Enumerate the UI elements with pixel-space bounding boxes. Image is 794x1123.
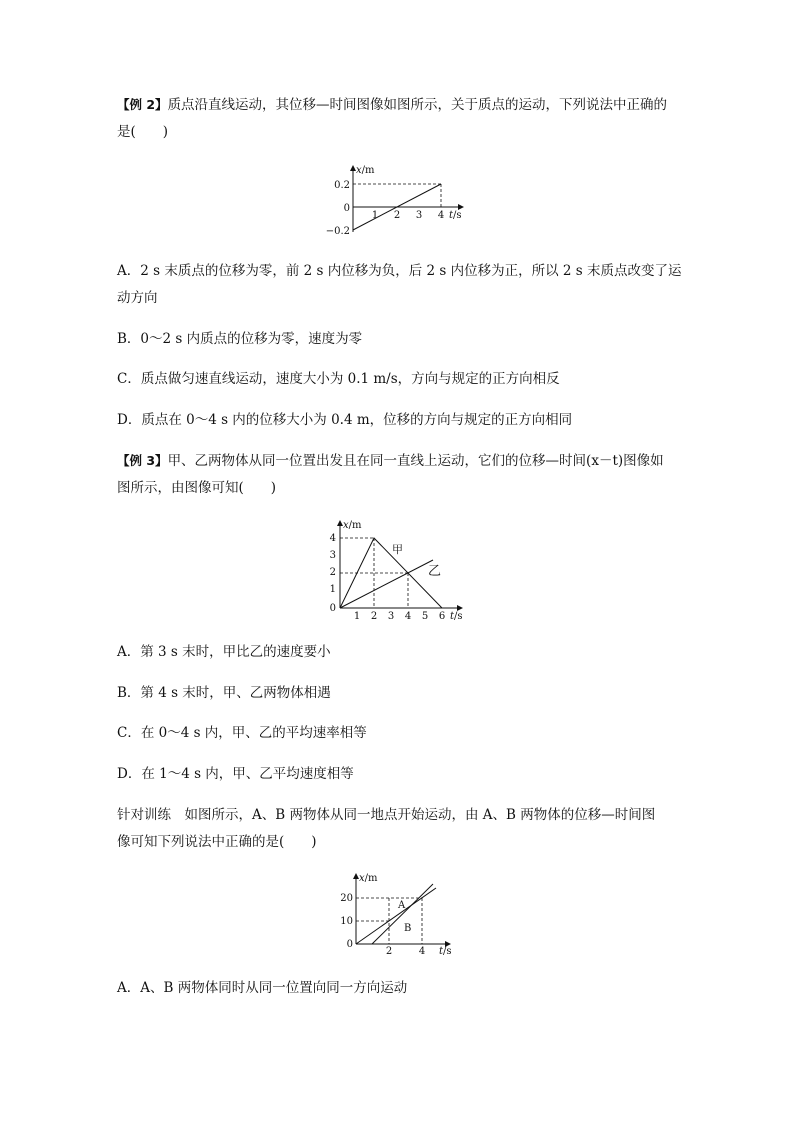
ex3-question-text: 甲、乙两物体从同一位置出发且在同一直线上运动，它们的位移—时间(x－t)图像如 <box>167 453 664 469</box>
practice-label-b: B <box>404 923 412 934</box>
ex3-x-tick-1: 1 <box>353 611 361 622</box>
ex3-x-tick-5: 5 <box>421 611 429 622</box>
ex3-y-tick-2: 2 <box>329 567 336 578</box>
svg-text:x/m <box>359 873 378 884</box>
ex2-tag: 【例 2】 <box>117 97 168 112</box>
practice-y-tick-20: 20 <box>340 893 353 904</box>
practice-x-tick-2: 2 <box>385 946 393 957</box>
practice-question-line-1: 针对训练 如图所示，A、B 两物体从同一地点开始运动，由 A、B 两物体的位移—时间图 <box>117 807 656 823</box>
ex3-y-tick-0: 0 <box>329 603 336 614</box>
ex2-question-text: 质点沿直线运动，其位移—时间图像如图所示，关于质点的运动，下列说法中正确的 <box>167 97 668 113</box>
ex2-x-tick-2: 2 <box>393 210 401 221</box>
ex2-option-a-line-2: 动方向 <box>117 290 158 306</box>
ex2-option-c: C．质点做匀速直线运动，速度大小为 0.1 m/s，方向与规定的正方向相反 <box>117 371 560 387</box>
svg-text:t/s <box>439 946 452 957</box>
ex2-x-tick-4: 4 <box>437 210 445 221</box>
ex3-y-tick-3: 3 <box>329 550 336 561</box>
ex2-option-d: D．质点在 0～4 s 内的位移大小为 0.4 m，位移的方向与规定的正方向相同 <box>117 412 573 428</box>
practice-option-a: A．A、B 两物体同时从同一位置向同一方向运动 <box>117 980 408 996</box>
ex2-question-line-1 <box>117 96 667 114</box>
practice-question-line-2: 像可知下列说法中正确的是( ) <box>117 834 317 850</box>
ex3-y-tick-1: 1 <box>329 584 336 595</box>
practice-line-a <box>356 888 436 944</box>
ex3-x-unit: /s <box>454 611 463 622</box>
practice-label-a: A <box>398 900 406 911</box>
ex3-x-var: t <box>450 611 455 622</box>
ex3-y-var: x <box>343 520 349 531</box>
ex3-x-tick-6: 6 <box>438 611 446 622</box>
ex3-label-jia: 甲 <box>392 543 403 556</box>
practice-line-b <box>372 884 433 944</box>
ex3-x-tick-2: 2 <box>370 611 378 622</box>
ex3-label-yi: 乙 <box>428 564 442 579</box>
practice-x-unit: /s <box>443 946 452 957</box>
svg-text:t/s <box>450 611 463 622</box>
ex3-graph <box>320 515 480 625</box>
practice-x-var: t <box>439 946 444 957</box>
ex3-question-line-2: 图所示，由图像可知( ) <box>117 480 277 496</box>
svg-text:t/s <box>449 210 462 221</box>
ex2-option-b: B．0～2 s 内质点的位移为零，速度为零 <box>117 331 363 347</box>
svg-text:x/m <box>343 520 362 531</box>
ex3-tag: 【例 3】 <box>117 453 168 468</box>
svg-text:x/m <box>356 165 375 176</box>
ex3-question-line-1 <box>117 452 664 470</box>
ex3-option-b: B．第 4 s 末时，甲、乙两物体相遇 <box>117 685 331 701</box>
ex3-y-tick-4: 4 <box>329 533 336 544</box>
ex3-option-d: D．在 1～4 s 内，甲、乙平均速度相等 <box>117 766 354 782</box>
ex2-graph <box>325 160 475 240</box>
ex2-x-unit: /s <box>453 210 462 221</box>
ex3-x-tick-4: 4 <box>404 611 412 622</box>
practice-y-tick-0: 0 <box>346 939 353 950</box>
ex2-y-var: x <box>356 165 362 176</box>
ex2-x-var: t <box>449 210 454 221</box>
ex2-question-line-2: 是( ) <box>117 124 169 140</box>
practice-y-tick-10: 10 <box>340 916 353 927</box>
ex2-option-a-line-1: A．2 s 末质点的位移为零，前 2 s 内位移为负，后 2 s 内位移为正，所以 2 s 末质点改变了运 <box>117 263 682 279</box>
ex2-y-tick-0.2: 0.2 <box>334 180 350 191</box>
ex2-x-tick-3: 3 <box>415 210 423 221</box>
ex3-y-unit: /m <box>348 520 362 531</box>
ex2-y-tick-neg0.2: −0.2 <box>325 226 350 237</box>
practice-y-var: x <box>359 873 365 884</box>
ex3-option-c: C．在 0～4 s 内，甲、乙的平均速率相等 <box>117 725 367 741</box>
ex2-x-tick-1: 1 <box>371 210 379 221</box>
ex2-y-tick-0: 0 <box>343 203 350 214</box>
ex3-option-a: A．第 3 s 末时，甲比乙的速度要小 <box>117 644 331 660</box>
ex2-y-unit: /m <box>361 165 375 176</box>
ex3-x-tick-3: 3 <box>387 611 395 622</box>
practice-y-unit: /m <box>364 873 378 884</box>
practice-graph <box>330 868 460 960</box>
practice-x-tick-4: 4 <box>418 946 426 957</box>
